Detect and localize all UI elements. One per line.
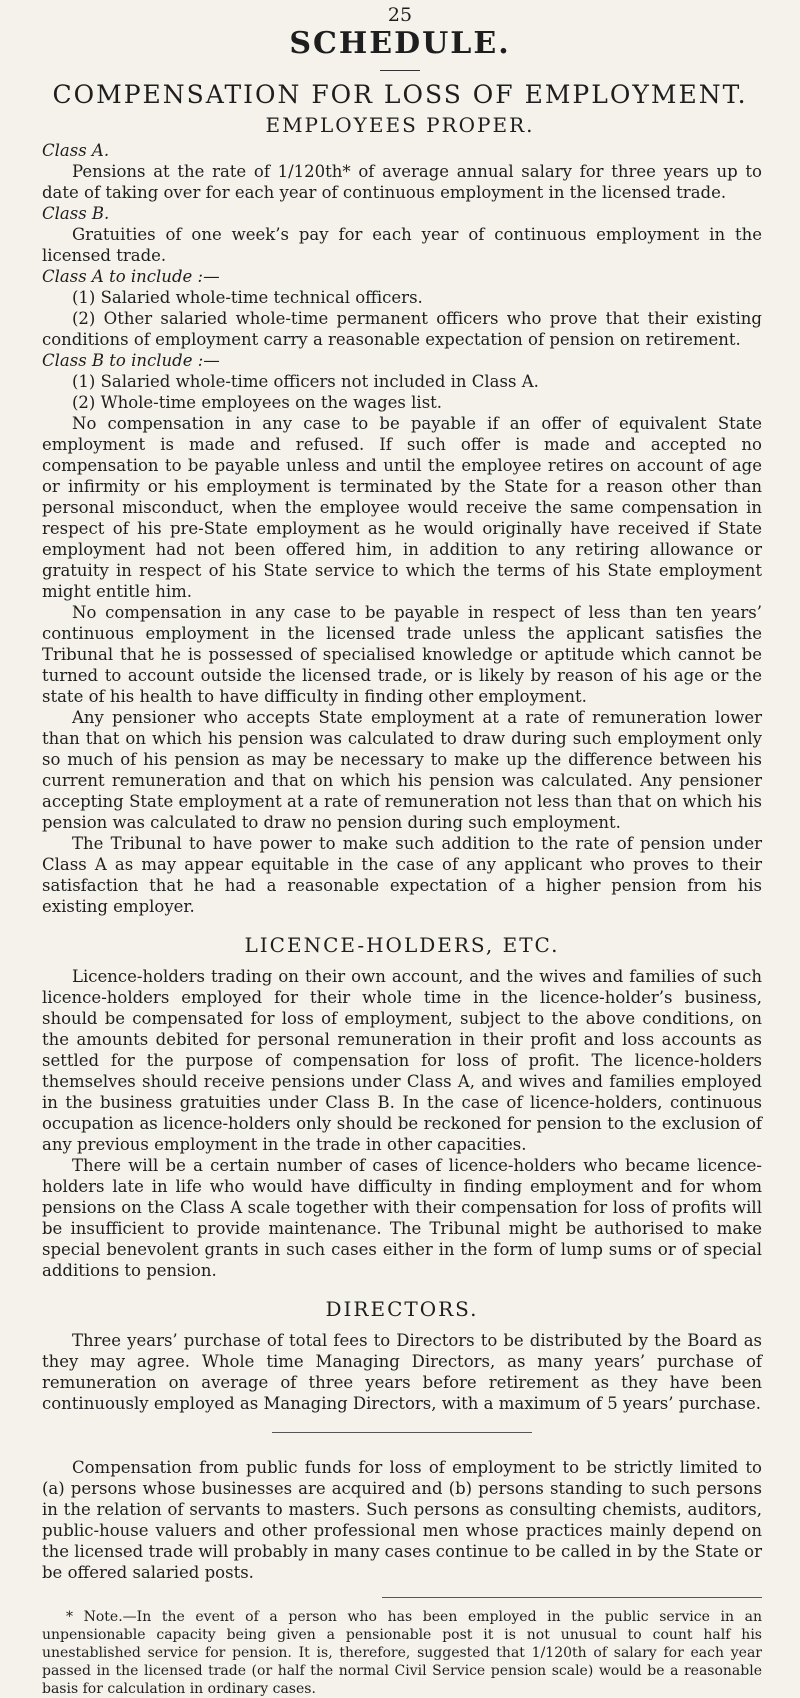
paragraph: No compensation in any case to be payable in respect of less than ten years’ continuous employment in the licensed trade unless the applicant satisfies the Tribunal that he is possessed of specialised knowledge or aptitude which cannot be turned to account outside the licensed trade, or is likely by reason of his age or the state of his health to have difficulty in finding other employment. [42,603,762,706]
directors-heading: DIRECTORS. [325,1297,479,1321]
paragraph: Any pensioner who accepts State employment at a rate of remuneration lower than that on which his pension was calculated to draw during such employment only so much of his pension as may be necessary to make up the difference between his current remuneration and that on which his pension was calculated. Any pensioner accepting State employment at a rate of remuneration not less than that on which his pension was calculated to draw no pension during such employment. [42,708,762,832]
paragraph: There will be a certain number of cases of licence-holders who became licence-holders late in life who would have difficulty in finding employment and for whom pensions on the Class A scale together with their compensation for loss of profits will be insufficient to provide maintenance. The Tribunal might be authorised to make special benevolent grants in such cases either in the form of lump sums or of special additions to pension. [42,1156,762,1280]
document-body [42,140,762,1698]
class-b-include-heading: Class B to include :— [42,351,220,370]
licence-holders-heading: LICENCE-HOLDERS, ETC. [244,933,560,957]
divider [380,70,420,71]
footnote-divider [382,1597,762,1598]
class-a-text: Pensions at the rate of 1/120th* of average annual salary for three years up to date of taking over for each year of continuous employment in the licensed trade. [42,162,762,202]
paragraph: Three years’ purchase of total fees to Directors to be distributed by the Board as they may agree. Whole time Managing Directors, as many years’ purchase of remuneration on average of three years before retirement as they have been continuously employed as Managing Directors, with a maximum of 5 years’ purchase. [42,1331,762,1413]
class-a-include-heading: Class A to include :— [42,267,220,286]
class-b-text: Gratuities of one week’s pay for each year of continuous employment in the licensed trade. [42,225,762,265]
page-number: 25 [387,4,413,26]
class-b-include-item: (2) Whole-time employees on the wages list. [72,393,443,412]
schedule-heading: SCHEDULE. [289,26,511,61]
paragraph: The Tribunal to have power to make such addition to the rate of pension under Class A as may appear equitable in the case of any applicant who proves to their satisfaction that he had a reasonable expectation of a higher pension from his existing employer. [42,834,762,916]
class-b-heading: Class B. [42,204,110,223]
class-a-include-item: (1) Salaried whole-time technical officers. [72,288,423,307]
paragraph: No compensation in any case to be payable if an offer of equivalent State employment is made and refused. If such offer is made and accepted no compensation to be payable unless and until the employee retires on account of age or infirmity or his employment is terminated by the State for a reason other than personal misconduct, when the employee would receive the same compensation in respect of his pre-State employment as he would originally have received if State employment had not been offered him, in addition to any retiring allowance or gratuity in respect of his State service to which the terms of his State employment might entitle him. [42,414,762,601]
section-subtitle: EMPLOYEES PROPER. [265,113,535,137]
footnote: * Note.—In the event of a person who has been employed in the public service in an unpensionable capacity being given a pensionable post it is not unusual to count half his unestablished service for pension. It is, therefore, suggested that 1/120th of salary for each year passed in the licensed trade (or half the normal Civil Service pension scale) would be a reasonable basis for calculation in ordinary cases. [42,1609,762,1697]
class-b-include-item: (1) Salaried whole-time officers not included in Class A. [72,372,539,391]
divider [272,1432,532,1433]
paragraph: Compensation from public funds for loss of employment to be strictly limited to (a) persons whose businesses are acquired and (b) persons standing to such persons in the relation of servants to masters. Such persons as consulting chemists, auditors, public-house valuers and other professional men whose practices mainly depend on the licensed trade will probably in many cases continue to be called in by the State or be offered salaried posts. [42,1458,762,1582]
paragraph: Licence-holders trading on their own account, and the wives and families of such licence-holders employed for their whole time in the licence-holder’s business, should be compensated for loss of employment, subject to the above conditions, on the amounts debited for personal remuneration in their profit and loss accounts as settled for the purpose of compensation for loss of profit. The licence-holders themselves should receive pensions under Class A, and wives and families employed in the business gratuities under Class B. In the case of licence-holders, continuous occupation as licence-holders only should be reckoned for pension to the exclusion of any previous employment in the trade in other capacities. [42,967,762,1154]
class-a-include-item: (2) Other salaried whole-time permanent officers who prove that their existing conditions of employment carry a reasonable expectation of pension on retirement. [42,309,762,349]
class-a-heading: Class A. [42,141,110,160]
page-title: COMPENSATION FOR LOSS OF EMPLOYMENT. [52,80,748,109]
